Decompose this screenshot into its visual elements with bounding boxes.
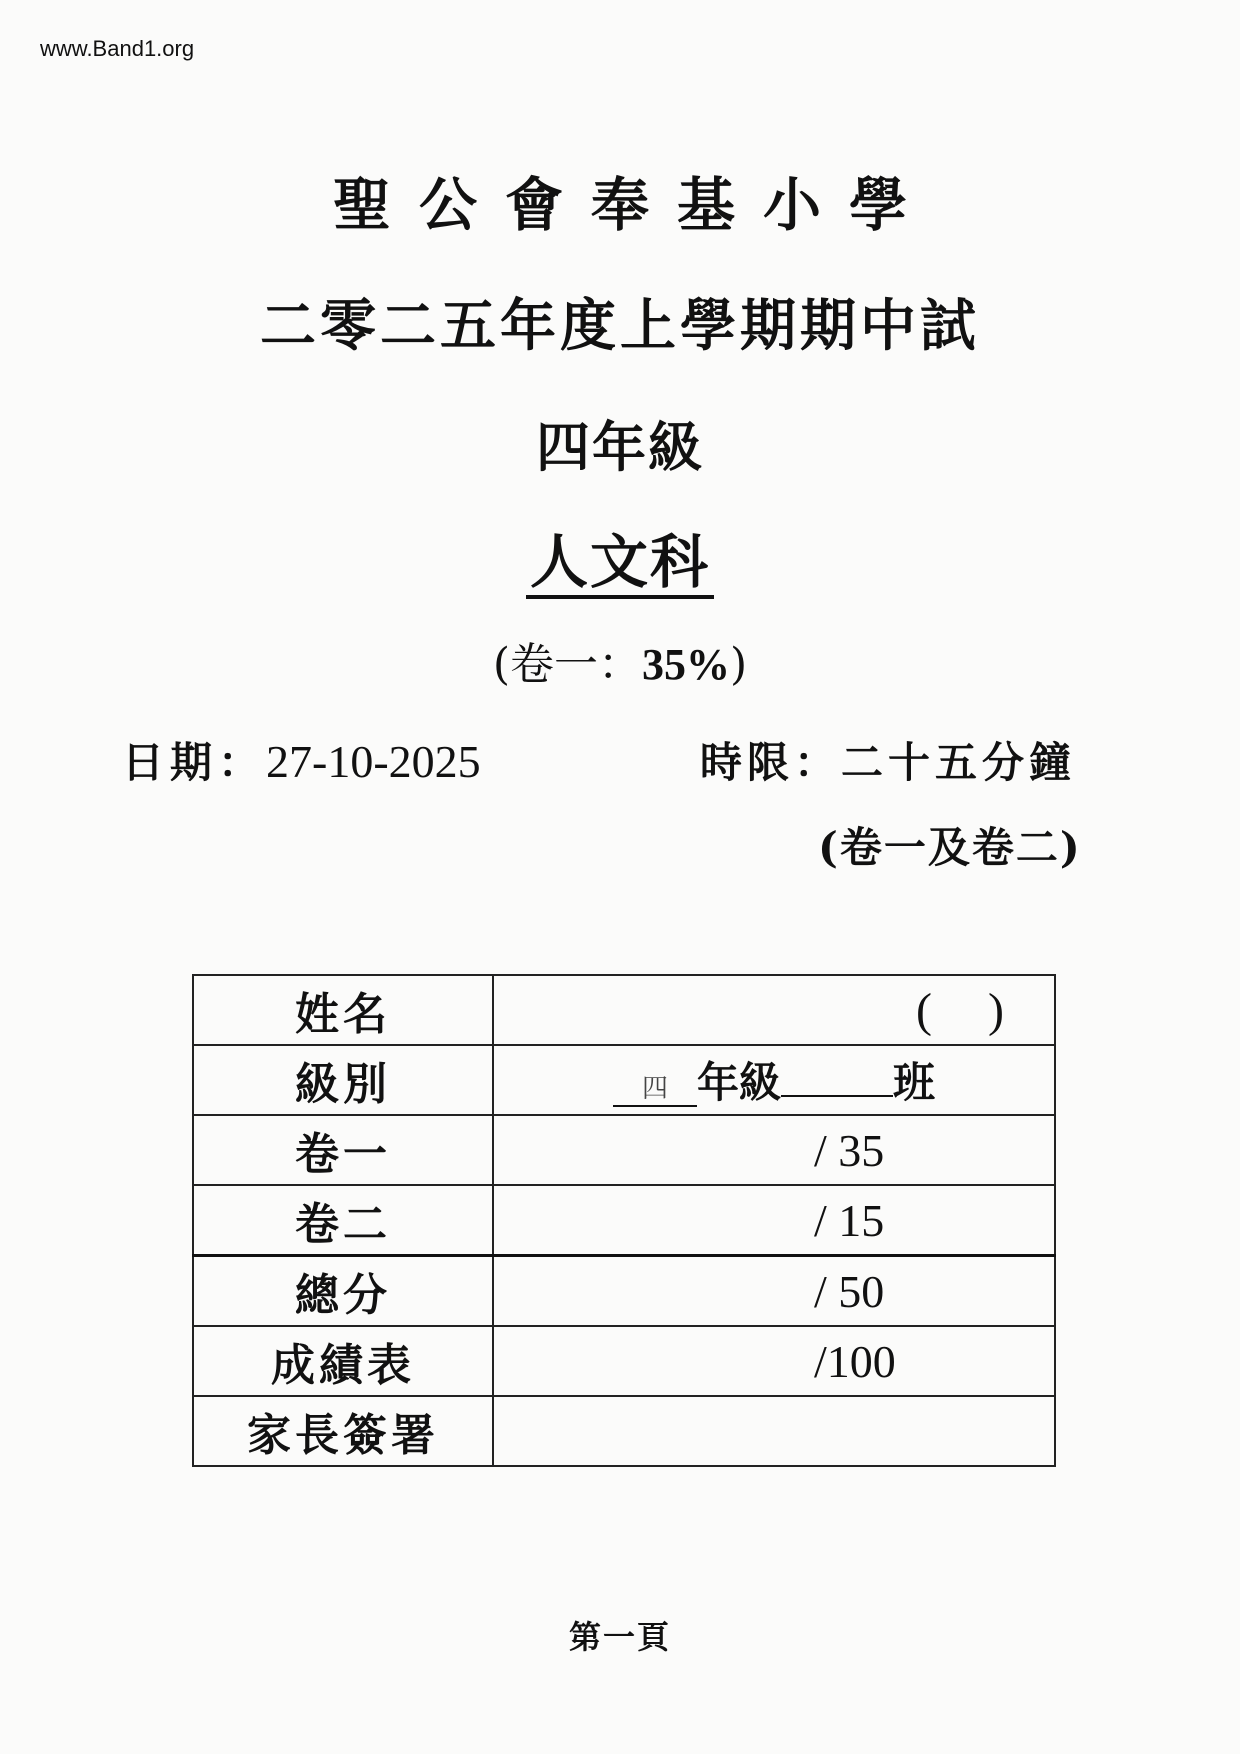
paper-weight-value: 35% <box>642 640 730 689</box>
grade-text: 年級 <box>696 1058 781 1107</box>
paper2-score: / 15 <box>493 1185 1055 1256</box>
grade-level: 四年級 <box>536 415 704 479</box>
table-row <box>193 1396 1055 1466</box>
subject-label: 人文科 <box>526 532 714 599</box>
paper-weight-suffix: ) <box>730 639 748 690</box>
class-number-paren: ( ) <box>916 983 1026 1037</box>
name-field[interactable] <box>493 975 1055 1045</box>
table-row <box>193 1326 1055 1396</box>
subject-title <box>0 528 1240 599</box>
paper2-label: 卷二 <box>193 1185 493 1256</box>
paper-weight-prefix: (卷一： <box>492 639 642 690</box>
table-row <box>193 975 1055 1045</box>
total-label: 總分 <box>193 1256 493 1327</box>
parent-signature-label: 家長簽署 <box>193 1396 493 1466</box>
class-field[interactable] <box>493 1045 1055 1115</box>
class-suffix: 班 <box>893 1058 936 1107</box>
page-number: 第一頁 <box>568 1618 671 1656</box>
report-label: 成績表 <box>193 1326 493 1396</box>
score-table <box>192 974 1056 1467</box>
total-score: / 50 <box>493 1256 1055 1327</box>
date-value: 27-10-2025 <box>266 736 481 787</box>
class-blank <box>781 1095 893 1097</box>
school-name: 聖公會奉基小學 <box>332 171 935 239</box>
name-label: 姓名 <box>193 975 493 1045</box>
time-limit: 時限：二十五分鐘 <box>700 738 1077 787</box>
report-score: /100 <box>493 1326 1055 1396</box>
exam-date <box>122 730 481 790</box>
parent-signature-field[interactable] <box>493 1396 1055 1466</box>
table-row <box>193 1045 1055 1115</box>
table-row <box>193 1185 1055 1256</box>
watermark-url: www.Band1.org <box>40 36 195 61</box>
time-limit-note: (卷一及卷二) <box>818 823 1082 872</box>
class-label: 級別 <box>193 1045 493 1115</box>
table-row <box>193 1115 1055 1185</box>
paper1-label: 卷一 <box>193 1115 493 1185</box>
date-label: 日期： <box>122 738 267 787</box>
paper-weight <box>0 628 1240 692</box>
exam-title: 二零二五年度上學期期中試 <box>260 293 980 359</box>
table-row <box>193 1256 1055 1327</box>
class-line <box>494 1050 1054 1110</box>
grade-blank: 四 <box>613 1068 697 1107</box>
paper1-score: / 35 <box>493 1115 1055 1185</box>
